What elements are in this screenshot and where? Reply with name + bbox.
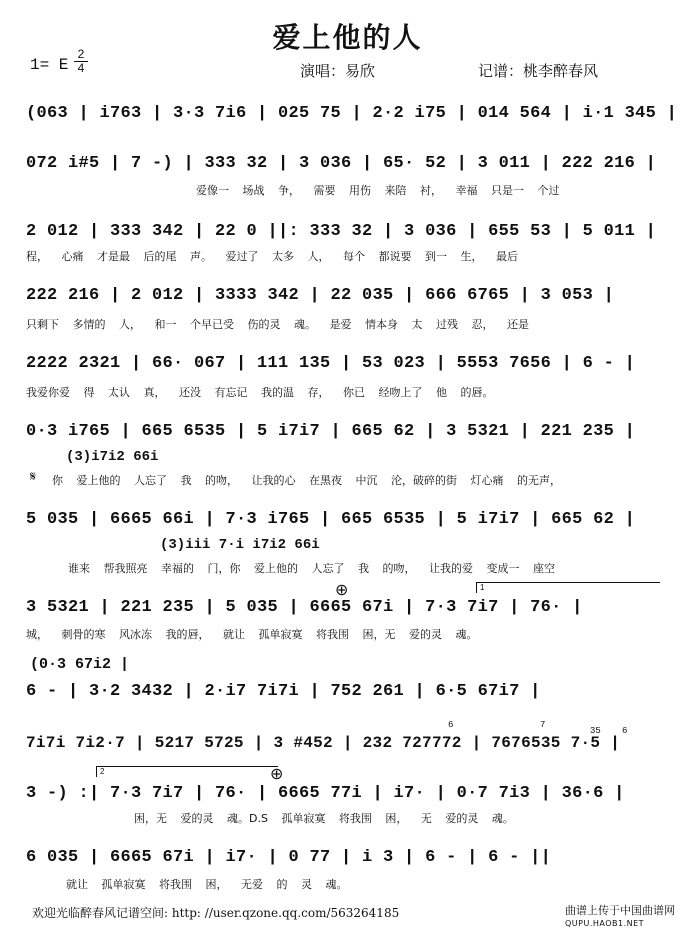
watermark-sub: QUPU.HAOB1.NET xyxy=(565,919,645,928)
lyrics-row-5: 我爱你爱 得 太认 真， 还没 有忘记 我的温 存， 你已 经吻上了 他 的唇。 xyxy=(26,386,494,399)
singer-credit: 演唱：易欣 xyxy=(300,62,376,80)
watermark xyxy=(565,904,675,930)
notation-row-3: 2 012 | 333 342 | 22 0 ||: 333 32 | 3 036 | 655 53 | 5 011 | xyxy=(26,222,657,241)
alt-notation-row-7: (3)iii 7·i i7i2 66i xyxy=(160,537,320,553)
notation-row-4: 222 216 | 2 012 | 3333 342 | 22 035 | 666 6765 | 3 053 | xyxy=(26,286,615,305)
watermark-main: 曲谱上传于中国曲谱网 xyxy=(565,904,675,917)
alt-notation-row-6: (3)i7i2 66i xyxy=(66,449,159,465)
transcriber-credit: 记谱：桃李醉春风 xyxy=(478,62,599,80)
lyrics-row-12: 就让 孤单寂寞 将我围 困， 无爱 的 灵 魂。 xyxy=(66,878,348,891)
time-numerator: 2 xyxy=(77,47,85,61)
notation-row-9: 6 - | 3·2 3432 | 2·i7 7i7i | 752 261 | 6·5 67i7 | xyxy=(26,682,541,701)
grace-note-6: 6 xyxy=(622,726,628,736)
song-title: 爱上他的人 xyxy=(272,21,423,54)
notation-row-6: 0·3 i765 | 665 6535 | 5 i7i7 | 665 62 | 3 5321 | 221 235 | xyxy=(26,422,636,441)
segno-sign: 𝄋 xyxy=(30,470,37,486)
lyrics-row-6: 你 爱上他的 人忘了 我 的吻， 让我的心 在黑夜 中沉 沦，破碎的街 灯心痛 的无声， xyxy=(52,474,561,487)
time-denominator: 4 xyxy=(74,61,88,75)
lyrics-row-11: 困，无 爱的灵 魂。D.S 孤单寂寞 将我围 困， 无 爱的灵 魂。 xyxy=(134,812,514,825)
notation-row-1: (063 | i763 | 3·3 7i6 | 025 75 | 2·2 i75 | 014 564 | i·1 345 | xyxy=(26,104,678,123)
volta-1: 1 xyxy=(476,582,660,593)
notation-row-5: 2222 2321 | 66· 067 | 111 135 | 53 023 | 5553 7656 | 6 - | xyxy=(26,354,636,373)
notation-row-2: 072 i#5 | 7 -) | 333 32 | 3 036 | 65· 52 | 3 011 | 222 216 | xyxy=(26,154,657,173)
key-signature: 1= E xyxy=(30,56,69,74)
interlude-pickup: (0·3 67i2 | xyxy=(30,656,130,673)
lyrics-row-7: 谁来 帮我照亮 幸福的 门，你 爱上他的 人忘了 我 的吻， 让我的爱 变成一 座空 xyxy=(68,562,555,575)
time-signature xyxy=(74,48,88,75)
grace-notes-35: 35 xyxy=(590,726,601,736)
lyrics-row-8: 城， 刺骨的寒 风冰冻 我的唇， 就让 孤单寂寞 将我围 困，无 爱的灵 魂。 xyxy=(26,628,478,641)
notation-row-11: 3 -) :| 7·3 7i7 | 76· | 6665 77i | i7· | 0·7 7i3 | 36·6 | xyxy=(26,784,625,803)
notation-row-7: 5 035 | 6665 66i | 7·3 i765 | 665 6535 | 5 i7i7 | 665 62 | xyxy=(26,510,636,529)
footer-credit: 欢迎光临醉春风记谱空间: http: //user.qzone.qq.com/563264185 xyxy=(32,906,400,920)
lyrics-row-2: 爱像一 场战 争， 需要 用伤 来陪 衬， 幸福 只是一 个过 xyxy=(196,184,560,197)
volta-2: 2 xyxy=(96,766,278,777)
coda-sign-2: ⊕ xyxy=(270,764,284,783)
notation-row-12: 6 035 | 6665 67i | i7· | 0 77 | i 3 | 6 - | 6 - || xyxy=(26,848,552,867)
lyrics-row-4: 只剩下 多情的 人， 和一 个早已受 伤的灵 魂。 是爱 情本身 太 过残 忍， 还是 xyxy=(26,318,529,331)
tuplet-mark-6: 6 xyxy=(448,720,454,730)
notation-row-10: 7i7i 7i2·7 | 5217 5725 | 3 #452 | 232 727772 | 7676535 7·5 | xyxy=(26,734,621,752)
coda-sign-1: ⊕ xyxy=(335,580,349,599)
tuplet-mark-7: 7 xyxy=(540,720,546,730)
notation-row-8: 3 5321 | 221 235 | 5 035 | 6665 67i | 7·3 7i7 | 76· | xyxy=(26,598,583,617)
lyrics-row-3: 程， 心痛 才是最 后的尾 声。 爱过了 太多 人， 每个 都说要 到一 生， 最后 xyxy=(26,250,518,263)
